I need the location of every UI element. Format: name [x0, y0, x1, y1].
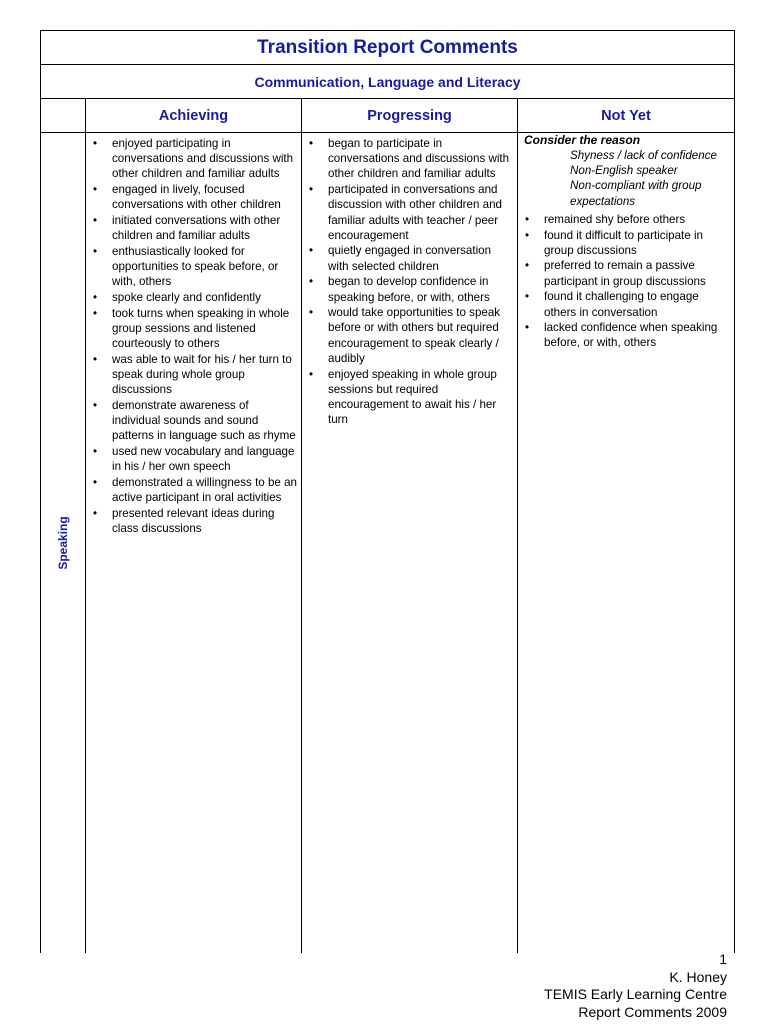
footer-organization: TEMIS Early Learning Centre	[544, 986, 727, 1002]
list-item: • began to develop confidence in speaking before, or with, others	[328, 274, 514, 304]
list-item: • demonstrated a willingness to be an active participant in oral activities	[112, 475, 298, 505]
row-label-speaking: Speaking	[56, 516, 70, 570]
page-number: 1	[719, 951, 727, 967]
list-item: • took turns when speaking in whole group sessions and listened courteously to others	[112, 306, 298, 352]
list-item: • engaged in lively, focused conversations with other children	[112, 182, 298, 212]
list-item: • would take opportunities to speak before or with others but required encouragement to speak clearly / audibly	[328, 305, 514, 366]
list-item: • began to participate in conversations and discussions with other children and familiar adults	[328, 136, 514, 182]
list-item: • preferred to remain a passive participant in group discussions	[544, 258, 731, 288]
not-yet-cell	[518, 133, 735, 954]
footer-document-name: Report Comments 2009	[578, 1003, 727, 1020]
consider-reason-heading: Consider the reason	[524, 133, 641, 147]
row-label-cell	[41, 133, 86, 954]
report-table	[40, 30, 735, 953]
list-item: • participated in conversations and discussion with other children and familiar adults with teacher / peer encouragement	[328, 182, 514, 243]
page-footer	[544, 951, 727, 1021]
list-item: • was able to wait for his / her turn to speak during whole group discussions	[112, 352, 298, 398]
column-header-not-yet: Not Yet	[518, 99, 735, 133]
list-item: • enjoyed speaking in whole group sessions but required encouragement to await his / her turn	[328, 367, 514, 428]
list-item: • found it challenging to engage others in conversation	[544, 289, 731, 319]
list-item: • enjoyed participating in conversations and discussions with other children and familiar adults	[112, 136, 298, 182]
list-item: • spoke clearly and confidently	[112, 290, 298, 305]
list-item: • found it difficult to participate in group discussions	[544, 228, 731, 258]
column-header-progressing: Progressing	[302, 99, 518, 133]
list-item: • enthusiastically looked for opportunities to speak before, or with, others	[112, 244, 298, 290]
reason-item: Non-English speaker	[570, 164, 678, 178]
list-item: • remained shy before others	[544, 212, 731, 227]
list-item: • lacked confidence when speaking before, or with, others	[544, 320, 731, 350]
section-subtitle: Communication, Language and Literacy	[41, 65, 735, 99]
reason-item: Shyness / lack of confidence	[570, 149, 717, 162]
list-item: • presented relevant ideas during class discussions	[112, 506, 298, 536]
progressing-cell	[302, 133, 518, 954]
list-item: • initiated conversations with other children and familiar adults	[112, 213, 298, 243]
not-yet-list	[518, 209, 734, 351]
list-item: • used new vocabulary and language in his / her own speech	[112, 444, 298, 474]
row-label-header	[41, 99, 86, 133]
list-item: • quietly engaged in conversation with selected children	[328, 243, 514, 273]
document-title: Transition Report Comments	[41, 31, 735, 65]
footer-author: K. Honey	[669, 968, 727, 985]
reason-list	[524, 148, 731, 209]
reason-item: Non-compliant with group expectations	[570, 179, 702, 208]
progressing-list	[302, 133, 517, 427]
achieving-list	[86, 133, 301, 536]
list-item: • demonstrate awareness of individual sounds and sound patterns in language such as rhyme	[112, 398, 298, 444]
column-header-achieving: Achieving	[86, 99, 302, 133]
speaking-row	[41, 133, 735, 954]
achieving-cell	[86, 133, 302, 954]
